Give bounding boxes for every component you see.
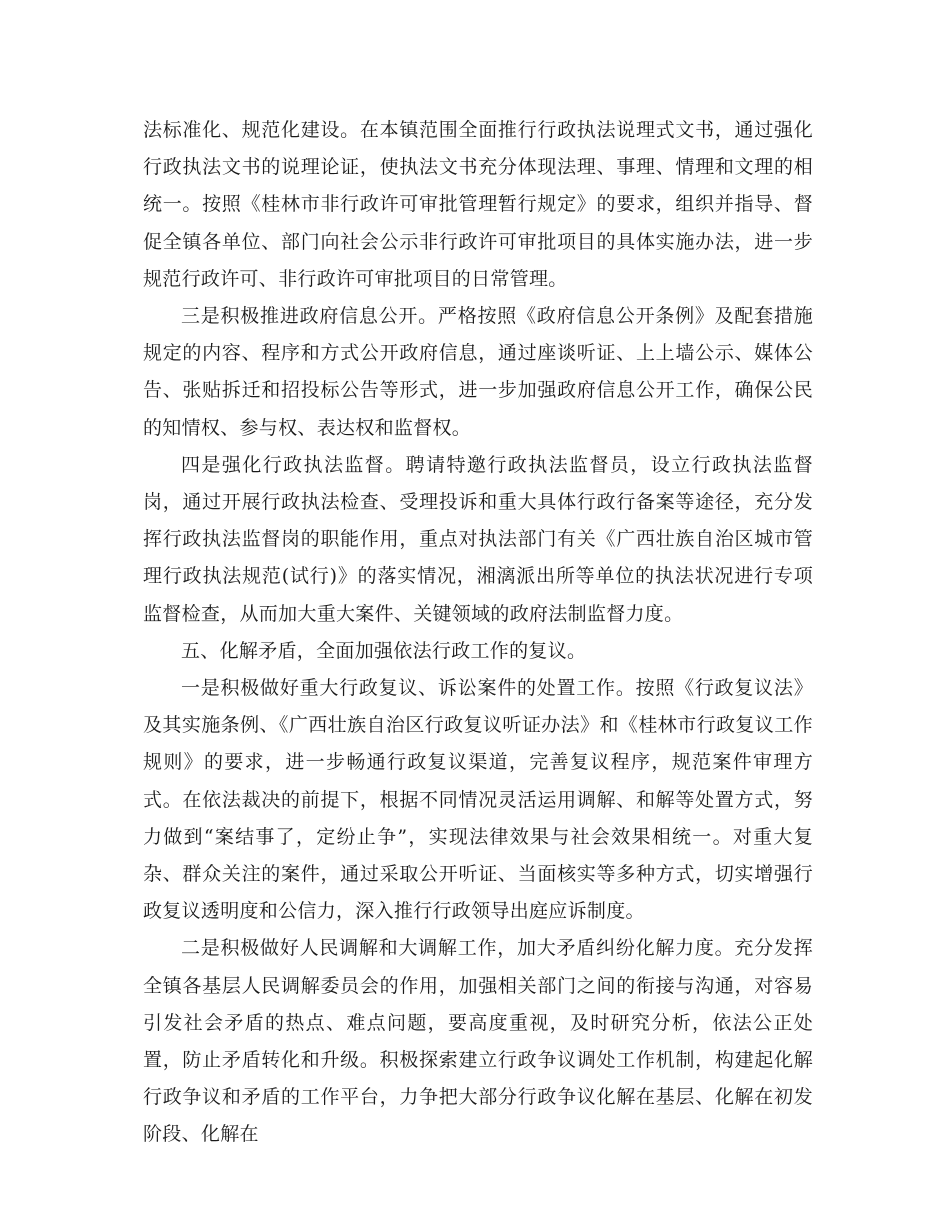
document-body — [143, 112, 813, 1154]
paragraph-administrative-review: 一是积极做好重大行政复议、诉讼案件的处置工作。按照《行政复议法》及其实施条例、《广西壮族自治区行政复议听证办法》和《桂林市行政复议工作规则》的要求，进一步畅通行政复议渠道，完善复议程序，规范案件审理方式。在依法裁决的前提下，根据不同情况灵活运用调解、和解等处置方式，努力做到“案结事了，定纷止争”，实现法律效果与社会效果相统一。对重大复杂、群众关注的案件，通过采取公开听证、当面核实等多种方式，切实增强行政复议透明度和公信力，深入推行行政领导出庭应诉制度。 — [143, 677, 813, 923]
paragraph-law-enforcement-supervision: 四是强化行政执法监督。聘请特邀行政执法监督员，设立行政执法监督岗，通过开展行政执法检查、受理投诉和重大具体行政行备案等途径，充分发挥行政执法监督岗的职能作用，重点对执法部门有关《广西壮族自治区城市管理行政执法规范(试行)》的落实情况，湘漓派出所等单位的执法状况进行专项监督检查，从而加大重大案件、关键领域的政府法制监督力度。 — [143, 453, 813, 625]
section-heading-resolve-conflicts: 五、化解矛盾，全面加强依法行政工作的复议。 — [181, 639, 587, 662]
paragraph-mediation-work: 二是积极做好人民调解和大调解工作，加大矛盾纠纷化解力度。充分发挥全镇各基层人民调解委员会的作用，加强相关部门之间的衔接与沟通，对容易引发社会矛盾的热点、难点问题，要高度重视，及时研究分析，依法公正处置，防止矛盾转化和升级。积极探索建立行政争议调处工作机制，构建起化解行政争议和矛盾的工作平台，力争把大部分行政争议化解在基层、化解在初发阶段、化解在 — [143, 937, 813, 1146]
paragraph-continuation: 法标准化、规范化建设。在本镇范围全面推行行政执法说理式文书，通过强化行政执法文书的说理论证，使执法文书充分体现法理、事理、情理和文理的相统一。按照《桂林市非行政许可审批管理暂行规定》的要求，组织并指导、督促全镇各单位、部门向社会公示非行政许可审批项目的具体实施办法，进一步规范行政许可、非行政许可审批项目的日常管理。 — [143, 119, 813, 290]
paragraph-government-info-disclosure: 三是积极推进政府信息公开。严格按照《政府信息公开条例》及配套措施规定的内容、程序和方式公开政府信息，通过座谈听证、上上墙公示、媒体公告、张贴拆迁和招投标公告等形式，进一步加强政府信息公开工作，确保公民的知情权、参与权、表达权和监督权。 — [143, 305, 813, 439]
